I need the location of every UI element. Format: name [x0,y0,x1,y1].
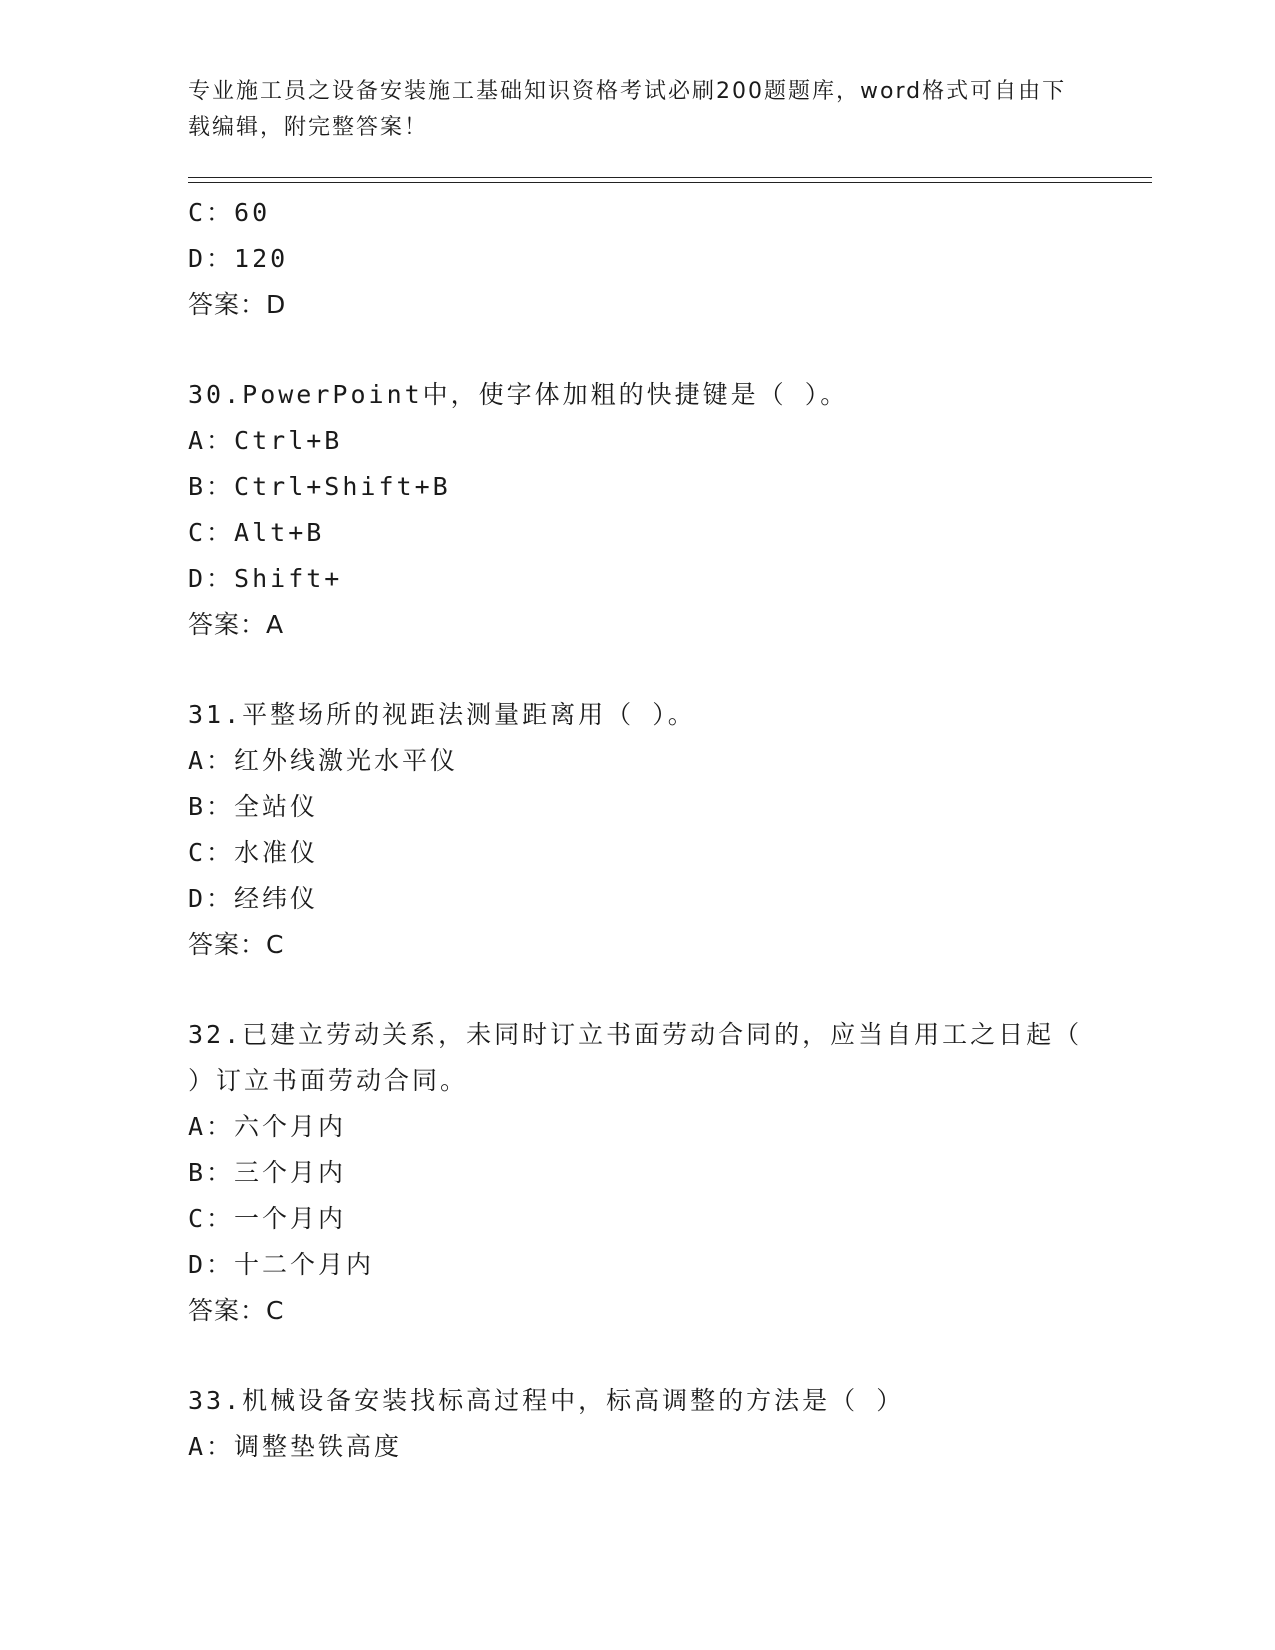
option-d: D：经纬仪 [188,884,319,913]
previous-question-tail [188,190,1088,328]
question-32 [188,1012,1088,1334]
option-a: A：Ctrl+B [188,426,343,455]
question-31 [188,692,1088,968]
header-divider-top [188,177,1152,178]
option-d: D：120 [188,244,289,273]
document-header: 专业施工员之设备安装施工基础知识资格考试必刷200题题库，word格式可自由下载编辑，附完整答案！ [188,79,1067,140]
option-c: C：水准仪 [188,838,319,867]
answer-line: 答案：A [188,610,285,639]
option-a: A：六个月内 [188,1112,347,1141]
question-stem: 33.机械设备安装找标高过程中，标高调整的方法是（ ） [188,1386,905,1415]
option-c: C：一个月内 [188,1204,347,1233]
question-30 [188,372,1088,648]
question-33 [188,1378,1088,1470]
question-stem: 31.平整场所的视距法测量距离用（ ）。 [188,700,696,729]
answer-line: 答案：C [188,930,285,959]
question-list [188,190,1088,1470]
answer-line: 答案：D [188,290,287,319]
option-c: C：60 [188,198,271,227]
header-divider-bottom [188,182,1152,183]
option-b: B：全站仪 [188,792,319,821]
question-stem: 30.PowerPoint中，使字体加粗的快捷键是（ ）。 [188,380,849,409]
option-a: A：红外线激光水平仪 [188,746,459,775]
option-b: B：三个月内 [188,1158,347,1187]
option-c: C：Alt+B [188,518,325,547]
question-stem: 32.已建立劳动关系，未同时订立书面劳动合同的，应当自用工之日起（ ）订立书面劳动合同。 [188,1020,1083,1095]
option-a: A：调整垫铁高度 [188,1432,403,1461]
option-d: D：Shift+ [188,564,343,593]
option-b: B：Ctrl+Shift+B [188,472,451,501]
answer-line: 答案：C [188,1296,285,1325]
option-d: D：十二个月内 [188,1250,375,1279]
